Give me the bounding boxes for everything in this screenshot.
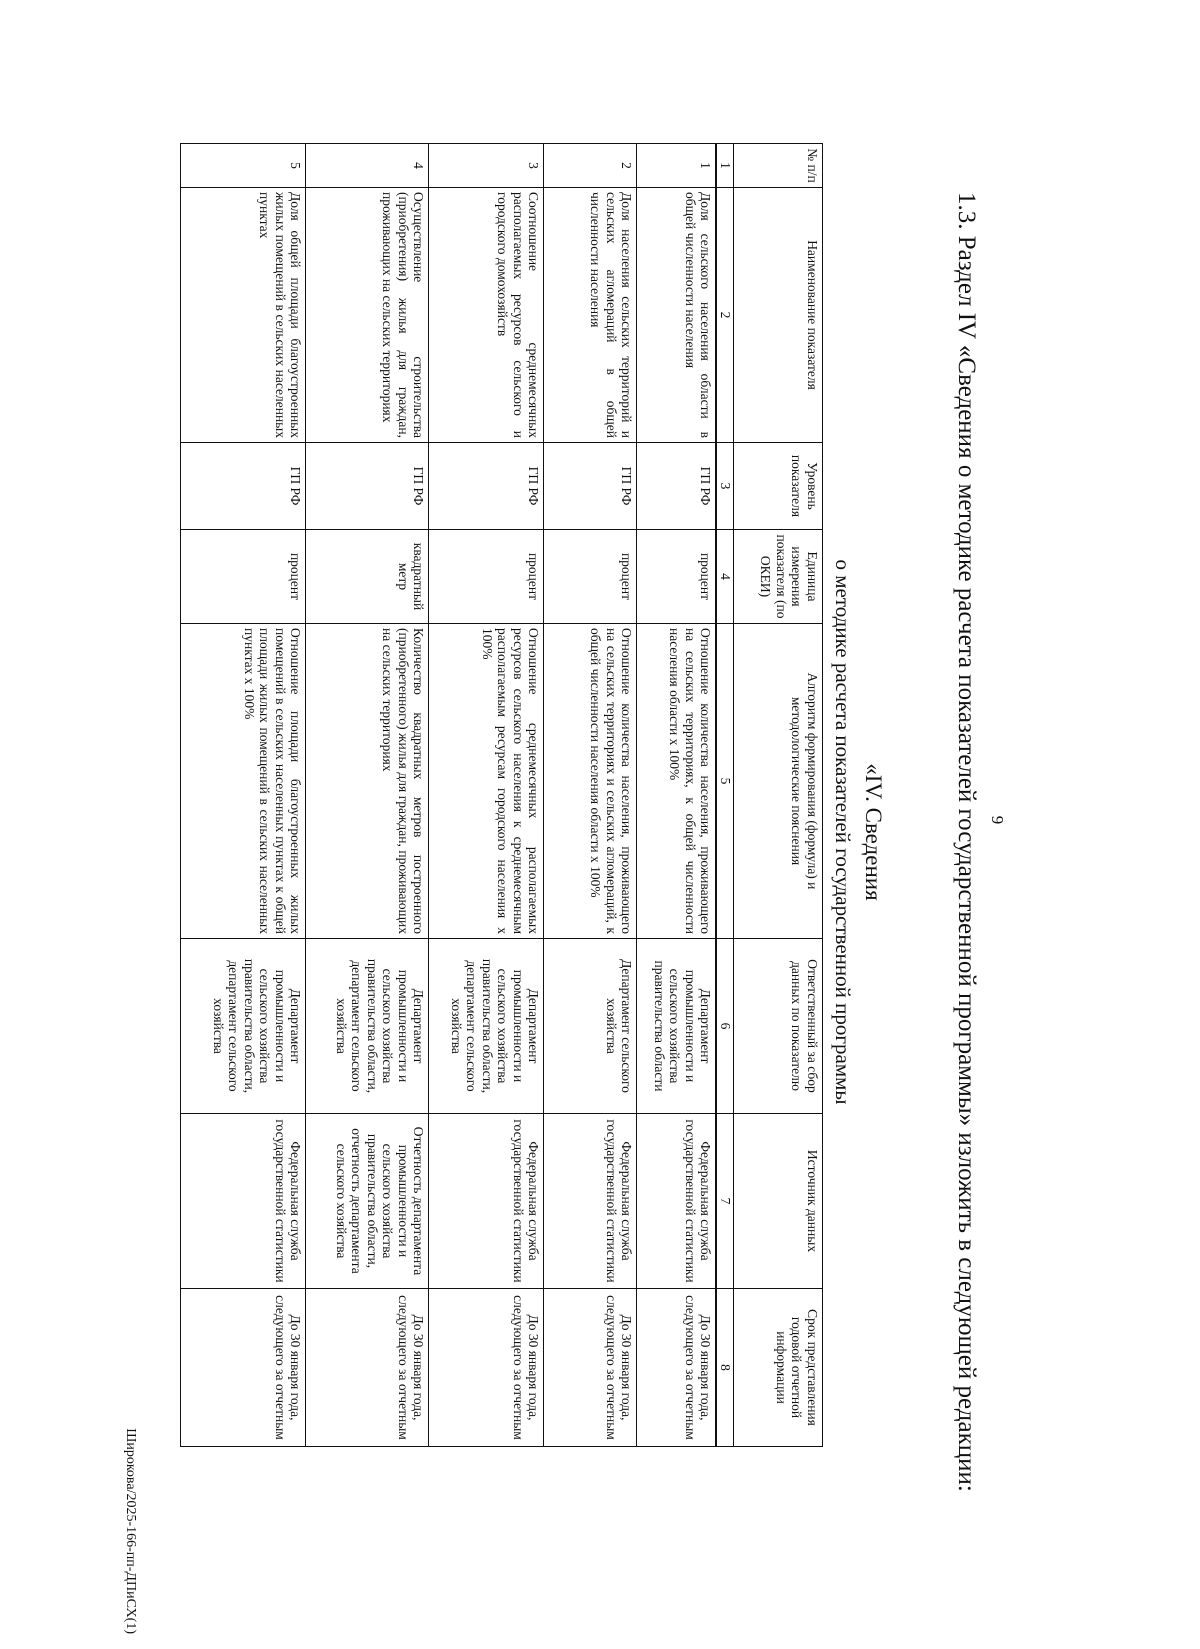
indicator-unit: процент — [429, 530, 544, 624]
indicator-responsible: Департамент промышленности и сельского хозяйства правительства области, департамент сельского хозяйства — [181, 939, 306, 1114]
document-footer-code: Широкова/2025-166-пп-ДПиСХ(1) — [123, 1428, 138, 1634]
indicator-algorithm: Отношение количества населения, проживающего на сельских территориях, к общей численности населения области х 100% — [637, 624, 717, 939]
table-row — [544, 144, 637, 1447]
indicator-name: Доля населения сельских территорий и сельских агломераций в общей численности населения — [544, 188, 637, 443]
intro-paragraph: 1.3. Раздел IV «Сведения о методике расчета показателей государственной программы» изложить в следующей редакции: — [953, 192, 980, 1492]
column-number: 8 — [717, 1289, 734, 1447]
indicator-term: До 30 января года, следующего за отчетным — [544, 1289, 637, 1447]
indicator-term: До 30 января года, следующего за отчетным — [637, 1289, 717, 1447]
column-number: 1 — [717, 144, 734, 188]
table-row — [306, 144, 429, 1447]
indicator-source: Федеральная служба государственной статистики — [181, 1114, 306, 1289]
indicator-responsible: Департамент промышленности и сельского хозяйства правительства области — [637, 939, 717, 1114]
indicator-term: До 30 января года, следующего за отчетным — [306, 1289, 429, 1447]
indicator-algorithm: Отношение количества населения, проживающего на сельских территориях и сельских агломераций, к общей численности населения области х 100% — [544, 624, 637, 939]
indicator-term: До 30 января года, следующего за отчетным — [429, 1289, 544, 1447]
indicator-unit: процент — [544, 530, 637, 624]
column-number: 3 — [717, 443, 734, 530]
header-source: Источник данных — [734, 1114, 823, 1289]
methodology-table — [181, 143, 824, 1447]
indicator-unit: процент — [181, 530, 306, 624]
header-unit: Единица измерения показателя (по ОКЕИ) — [734, 530, 823, 624]
indicator-name: Осуществление строительства (приобретения) жилья для граждан, проживающих на сельских территориях — [306, 188, 429, 443]
header-name: Наименование показателя — [734, 188, 823, 443]
indicator-unit: процент — [637, 530, 717, 624]
header-responsible: Ответственный за сбор данных по показателю — [734, 939, 823, 1114]
column-number: 6 — [717, 939, 734, 1114]
table-row — [637, 144, 717, 1447]
page-number: 9 — [988, 815, 1007, 825]
indicator-level: ГП РФ — [544, 443, 637, 530]
header-term: Срок представления годовой отчетной информации — [734, 1289, 823, 1447]
section-subtitle: о методике расчета показателей государственной программы — [831, 559, 855, 1105]
row-number: 5 — [181, 144, 306, 188]
column-number: 2 — [717, 188, 734, 443]
column-number: 4 — [717, 530, 734, 624]
indicator-unit: квадратный метр — [306, 530, 429, 624]
indicator-level: ГП РФ — [637, 443, 717, 530]
indicator-name: Доля сельского населения области в общей численности населения — [637, 188, 717, 443]
indicator-responsible: Департамент промышленности и сельского хозяйства правительства области, департамент сельского хозяйства — [306, 939, 429, 1114]
column-number: 7 — [717, 1114, 734, 1289]
table-row — [181, 144, 306, 1447]
indicator-algorithm: Отношение среднемесячных располагаемых ресурсов сельского населения к среднемесячным располагаемым ресурсам городского населения х 100% — [429, 624, 544, 939]
header-num: № п/п — [734, 144, 823, 188]
column-number: 5 — [717, 624, 734, 939]
row-number: 1 — [637, 144, 717, 188]
header-algorithm: Алгоритм формирования (формула) и методологические пояснения — [734, 624, 823, 939]
indicator-term: До 30 января года, следующего за отчетным — [181, 1289, 306, 1447]
indicator-responsible: Департамент сельского хозяйства — [544, 939, 637, 1114]
column-number-row — [717, 144, 734, 1447]
indicator-source: Федеральная служба государственной статистики — [429, 1114, 544, 1289]
indicator-level: ГП РФ — [306, 443, 429, 530]
indicator-name: Доля общей площади благоустроенных жилых помещений в сельских населенных пунктах — [181, 188, 306, 443]
indicator-algorithm: Отношение площади благоустроенных жилых помещений в сельских населенных пунктах к общей площади жилых помещений в сельских населенных пунктах х 100% — [181, 624, 306, 939]
indicator-level: ГП РФ — [429, 443, 544, 530]
indicator-responsible: Департамент промышленности и сельского хозяйства правительства области, департамент сельского хозяйства — [429, 939, 544, 1114]
section-title: «IV. Сведения — [861, 763, 886, 901]
table-row — [429, 144, 544, 1447]
table-header-row — [734, 144, 823, 1447]
row-number: 2 — [544, 144, 637, 188]
indicator-source: Отчетность департамента промышленности и сельского хозяйства правительства области, отчетность департамента сельского хозяйства — [306, 1114, 429, 1289]
indicator-level: ГП РФ — [181, 443, 306, 530]
indicator-algorithm: Количество квадратных метров построенного (приобретенного) жилья для граждан, проживающих на сельских территориях — [306, 624, 429, 939]
indicator-source: Федеральная служба государственной статистики — [544, 1114, 637, 1289]
row-number: 3 — [429, 144, 544, 188]
indicator-source: Федеральная служба государственной статистики — [637, 1114, 717, 1289]
indicator-name: Соотношение среднемесячных располагаемых ресурсов сельского и городского домохозяйств — [429, 188, 544, 443]
header-level: Уровень показателя — [734, 443, 823, 530]
row-number: 4 — [306, 144, 429, 188]
